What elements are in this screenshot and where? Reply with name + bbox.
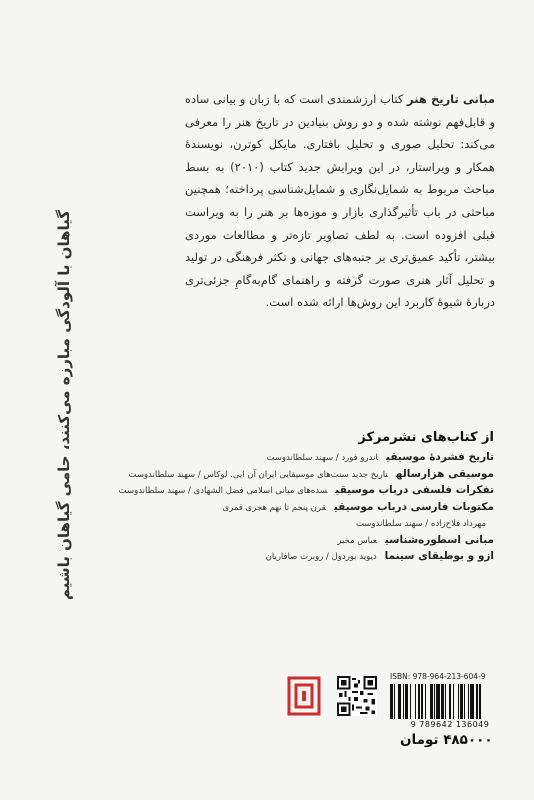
list-item: موسیقی هزارسالهتاریخ جدید سنت‌های موسیقایی ایران آن ایی. لوکاس / سهند سلطاندوست (128, 467, 494, 480)
list-item: مبانی اسطوره‌شناسیعباس مخبر (337, 533, 494, 546)
list-item: مکتوبات فارسی درباب موسیقیقرن پنجم تا نهم هجری قمری (222, 500, 494, 513)
book-description (185, 88, 495, 314)
list-item: تاریخ فشردهٔ موسیقیاندرو فورد / سهند سلطاندوست (266, 451, 494, 463)
book-title: مبانی تاریخ هنر (407, 92, 496, 106)
publisher-books-list (118, 450, 494, 566)
publisher-logo (287, 676, 321, 716)
barcode-bar (481, 684, 482, 719)
qr-code-icon (337, 676, 377, 716)
barcode-number: 9 789642 136049 (410, 720, 490, 729)
list-item: مهرداد فلاح‌زاده / سهند سلطاندوست (355, 519, 486, 529)
list-item: ازو و بوطیقای سینمادیوید بوردول / روبرت صافاریان (265, 550, 494, 562)
description-text: کتاب ارزشمندی است که با زبان و بیانی ساده و قابل‌فهم نوشته شده و دو روش بنیادین در تاریخ هنر را معرفی می‌کند: تحلیل صوری و تحلیل بافتاری. مایکل کوترن، نویسندهٔ همکار و ویراستار، در این ویرایش جدید کتاب (۲۰۱۰) به بسط مباحث مربوط به شمایل‌نگاری و شمایل‌شناسی پرداخته؛ همچنین مباحثی در باب تأثیرگذاری بازار و موزه‌ها بر هنر را به ویراست قبلی افزوده است. به لطف تصاویر تازه‌تر و مطالعات موردی بیشتر، تأکید عمیق‌تری بر جنبه‌های جهانی و تکثر فرهنگی در تولید و تحلیل آثار هنری صورت گرفته و راهنمای گام‌به‌گامِ جزئی‌تری دربارهٔ شیوهٔ کاربرد این روش‌ها ارائه شده است. (185, 92, 496, 310)
vertical-slogan: گیاهان با آلودگی مبارزه می‌کنند، حامی گیاهان باشیم (55, 210, 73, 600)
price-label: ۴۸۵۰۰۰ تومان (400, 732, 493, 748)
publisher-books-heading: از کتاب‌های نشرمرکز (358, 430, 494, 445)
list-item: تفکرات فلسفی درباب موسیقیسده‌های میانی اسلامی فضل الشهادی / سهند سلطاندوست (118, 484, 494, 496)
barcode (390, 684, 510, 719)
isbn-label: ISBN: 978-964-213-604-9 (390, 672, 486, 681)
